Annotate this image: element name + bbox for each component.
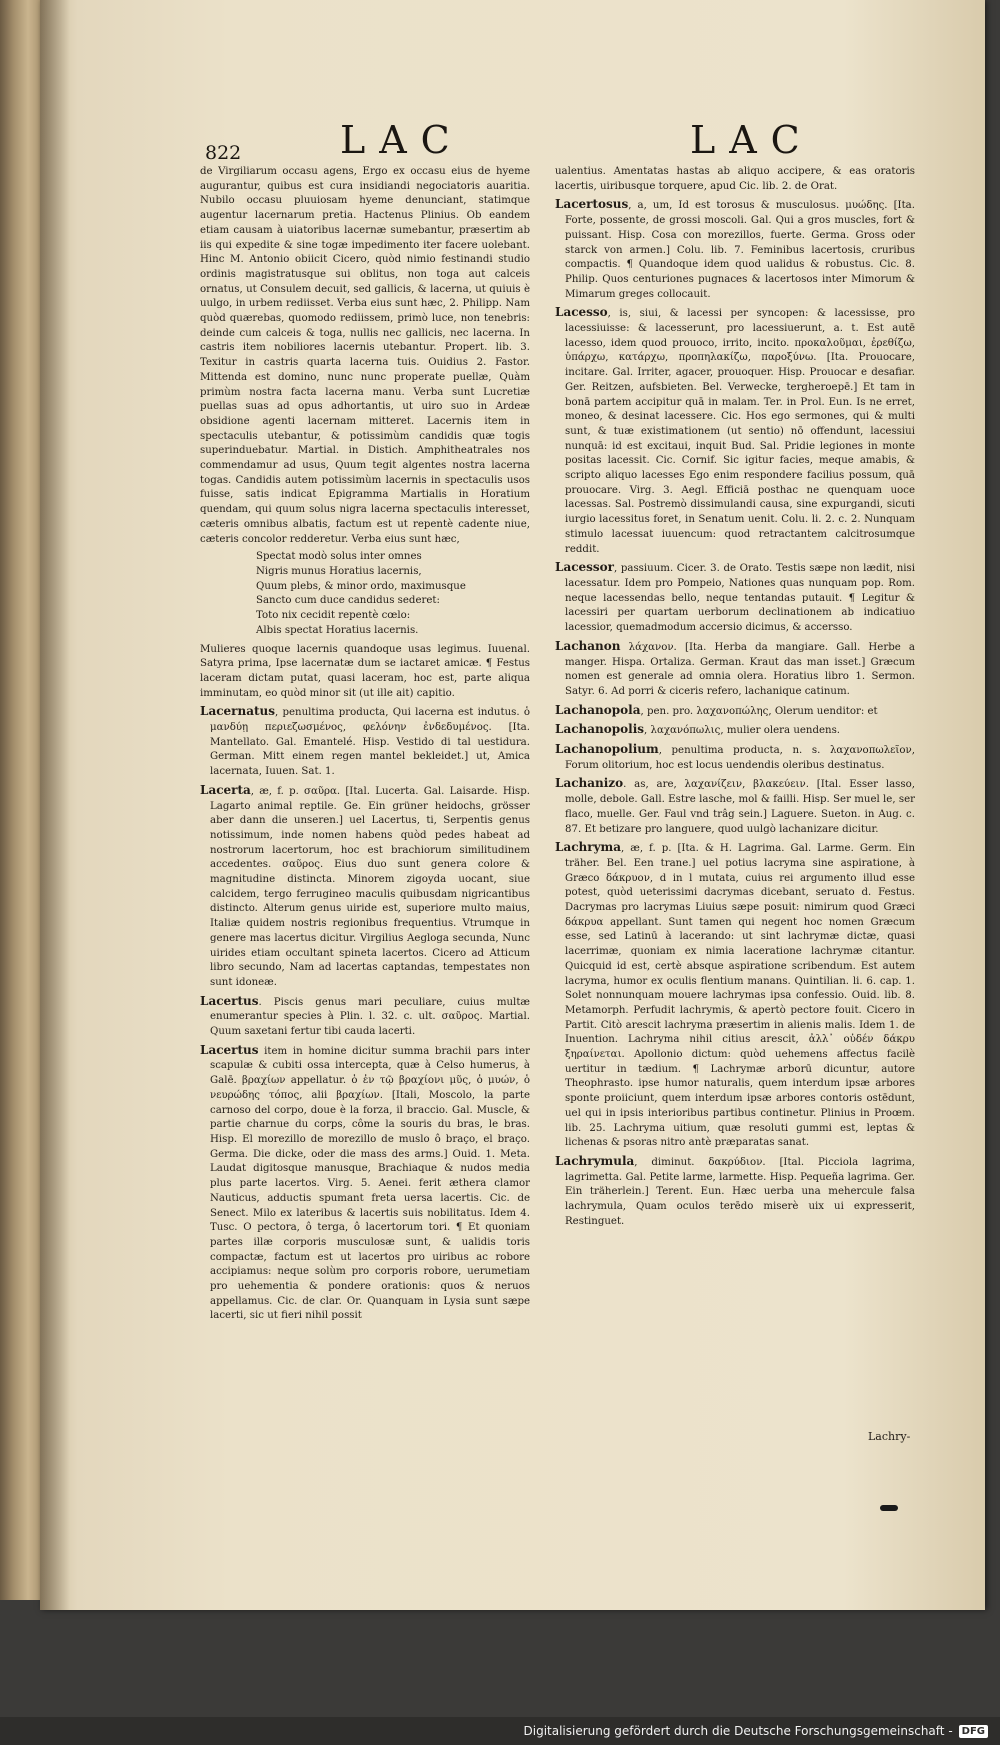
verse-line: Spectat modò solus inter omnes bbox=[256, 551, 422, 563]
entry-lemma: Lachanopola bbox=[555, 702, 641, 717]
page-gutter-shadow bbox=[40, 0, 70, 1610]
dictionary-entry bbox=[555, 639, 915, 700]
running-head bbox=[0, 118, 1000, 168]
entry-lemma: Lacertosus bbox=[555, 197, 629, 212]
entry-lemma: Lachrymula bbox=[555, 1154, 635, 1168]
viewer-footer bbox=[0, 1717, 1000, 1745]
entry-text: , a, um, Id est torosus & musculosus. μυώδης. [Ita. Forte, possente, de grossi moscoli. Gal. Qui a gros muscles, fort & puissant. Hisp. Cosa con morezillos, fuerte. Germa. Gross oder starck von armen.] Colu. lib. 7. Feminibus lacertosis, cruribus compactis. ¶ Quandoque idem quod ualidus & robustus. Cic. 8. Philip. Quos centuriones pugnaces & lacertosos inter Mimorum & Mimarum greges collocauit. bbox=[565, 200, 915, 300]
entry-text: , æ, f. p. [Ita. & H. Lagrima. Gal. Larme. Germ. Ein träher. Bel. Een trane.] uel potius lacryma sine aspiratione, à Græco δάκρυον, d in l mutata, cuius rei argumento illud esse potest, quòd ueterissimi dacrymas dicebant, seruato d. Festus. Dacrymas pro lacrymas Liuius sæpe posuit: nimirum quod Græci δάκρυα appellant. Sunt tamen qui negent hoc nomen Græcum esse, sed Latinū à lacerando: ut sint lachrymæ dictæ, quasi lacerrimæ, quoniam ex nimia laceratione lachrymæ citantur. Quicquid id est, certè absque aspiratione scribendum. Est autem lacryma, humor ex oculis flentium manans. Quintilian. li. 6. cap. 1. Solet nonnunquam mouere lachrymas ipsa confessio. Ouid. lib. 8. Metamorph. Perfudit lachrymis, & apertò pectore fouit. Cicero in Partit. Citò arescit lachryma præsertim in alienis malis. Idem 1. de Inuention. Lachryma nihil citius arescit, ἀλλ᾽ οὐδέν δάκρυ ξηραίνεται. Apollonio dictum: quòd uehemens affectus facilè uertitur in tædium. ¶ Lachrymæ arborū dicuntur, autore Theophrasto. ipse humor naturalis, quem interdum ipsæ arbores sponte proiiciunt, quem interdum ipsæ arbores contoris ostēdunt, uel qui in ipsis interioribus partibus continetur. Plinius in Proœm. lib. 25. Lachryma uitium, quæ resoluti gummi est, leptas & lichenas & psoras nitro antè præparatas sanat. bbox=[565, 843, 915, 1149]
dictionary-entry bbox=[555, 197, 915, 302]
entry-lemma: Lachryma bbox=[555, 840, 622, 855]
verse-line: Nigris munus Horatius lacernis, bbox=[256, 565, 422, 577]
paragraph: ualentius. Amentatas hastas ab aliquo accipere, & eas oratoris lacertis, uiribusque torquere, apud Cic. lib. 2. de Orat. bbox=[555, 166, 915, 192]
dictionary-entry bbox=[555, 1154, 915, 1230]
entry-text: , is, siui, & lacessi per syncopen: & lacessisse, pro lacessiuisse: & lacesserunt, pro lacessiuerunt, a. t. Est autē lacesso, idem quod prouoco, irrito, incito. προκαλοῦμαι, ἐρεθίζω, ὑπάρχω, κατάρχω, προπηλακίζω, παροξύνω. [Ita. Prouocare, incitare. Gal. Irriter, agacer, prouoquer. Hisp. Prouocar e desafiar. Ger. Reitzen, aufsbieten. Bel. Verwecke, tergheroepē.] Et tam in bonā partem accipitur quā in malam. Ter. in Prol. Eun. Is ne erret, moneo, & desinat lacessere. Cic. Hos ego sermones, qui & multi sunt, & tuæ existimationem (ut sentio) nō offendunt, lacessiui nunquā: id est excitaui, inquit Bud. Sal. Pridie legiones in monte positas lacessit. Cic. Cornif. Sic igitur facies, meque amabis, & scripto aliquo lacesses Ego enim respondere facilius possum, quā prouocare. Virg. 3. Aegl. Efficiā posthac ne quenquam uoce lacessas. Sal. Postremò dissimulandi causa, sine expurgandi, sicuti iurgio lacessitus foret, in Senatum uenit. Colu. li. 2. c. 2. Nunquam stimulo lacessat iuuencum: quod retractantem calcitrosumque reddit. bbox=[565, 308, 915, 555]
verse-line: Sancto cum duce candidus sederet: bbox=[256, 595, 440, 607]
dictionary-entry bbox=[555, 560, 915, 636]
verse-line: Quum plebs, & minor ordo, maximusque bbox=[256, 580, 466, 592]
dictionary-entry bbox=[555, 776, 915, 837]
book-page-edges bbox=[0, 0, 40, 1600]
entry-lemma: Lacesso bbox=[555, 305, 608, 320]
dfg-logo-icon[interactable]: DFG bbox=[959, 1725, 988, 1738]
entry-lemma: Lacernatus bbox=[200, 704, 275, 719]
entry-lemma: Lacerta bbox=[200, 782, 251, 797]
entry-text: , penultima producta, Qui lacerna est indutus. ὁ μανδύῃ περιεζωσμένος, φελόνην ἐνδεδυμένος. [Ita. Mantellato. Gal. Emantelé. Hisp. Vestido di tal uestidura. German. Mitt einem regen mantel bekleidet.] ut, Amica lacernata, Iuuen. Sat. 1. bbox=[210, 707, 530, 778]
entry-text: , penultima producta, n. s. λαχανοπωλεῖον, Forum olitorium, hoc est locus uendendis oleribus destinatus. bbox=[565, 745, 915, 771]
paragraph: Mulieres quoque lacernis quandoque usas legimus. Iuuenal. Satyra prima, Ipse lacernatæ dum se iactaret amicæ. ¶ Festus laceram dictam putat, quasi laceram, hoc est, parte aliqua imminutam, eo quòd minor sit (ut ille ait) capitio. bbox=[200, 643, 530, 699]
entry-text: , pen. pro. λαχανοπώλης, Olerum uenditor: et bbox=[640, 705, 878, 717]
dictionary-entry bbox=[555, 840, 915, 1151]
dictionary-entry bbox=[200, 994, 530, 1040]
verse-line: Toto nix cecidit repentè cœlo: bbox=[256, 610, 411, 622]
entry-text: , passiuum. Cicer. 3. de Orato. Testis sæpe non lædit, nisi lacessatur. Idem pro Pompeio, Nationes quas nunquam pop. Rom. neque lacessendas bello, neque tentandas putauit. ¶ Legitur & lacessiri per quartam uerborum declinationem ab indicatiuo lacessior, quemadmodum accersio dicimus, & accersso. bbox=[565, 563, 915, 634]
entry-text: , λαχανόπωλις, mulier olera uendens. bbox=[644, 725, 841, 737]
entry-lemma: Lachanizo bbox=[555, 776, 624, 791]
paragraph: de Virgiliarum occasu agens, Ergo ex occasu eius de hyeme augurantur, quibus est cura insidiandi negociatoris auaritia. Nubilo occasu pluuiosam hyeme denunciant, statimque augentur lacernarum pretia. Hactenus Plinius. Ob eandem etiam causam à uiatoribus lacernæ sumebantur, præsertim ab iis qui expedite & sine togæ impedimento iter facere uolebant. Hinc M. Antonio obiicit Cicero, quòd nimio festinandi studio ordinis magistratusque sui oblitus, non toga aut calceis ornatus, ut Consulem decuit, sed gallicis, & lacerna, ut quiuis è uulgo, in urbem rediisset. Verba eius sunt hæc, 2. Philipp. Nam quòd quærebas, quomodo rediissem, primò luce, non tenebris: deinde cum calceis & toga, nullis nec gallicis, nec lacerna. In castris item nobiliores lacernis utebantur. Propert. lib. 3. Texitur in castris quarta lacerna tuis. Ouidius 2. Fastor. Mittenda est domino, nunc nunc properate puellæ, Quàm primùm nostra facta lacerna manu. Verba sunt Lucretiæ puellas suas ad opus adhortantis, ut uiro suo in Ardeæ obsidione agenti lacernam mitteret. Lacernis item in spectaculis utebantur, & potissimùm candidis quæ togis superinduebatur. Martial. in Distich. Amphitheatrales nos commendamur ad usus, Quum tegit algentes nostra lacerna togas. Candidis autem potissimùm lacernis in spectaculis usos fuisse, satis indicat Epigramma Martialis in Horatium quendam, qui quum solus nigra lacerna spectaculis interesset, cæteris omnibus albatis, factum est ut repentè cadente niue, cæteris concolor redderetur. Verba eius sunt hæc, bbox=[200, 166, 530, 545]
right-running-title: LAC bbox=[690, 118, 814, 162]
dictionary-entry bbox=[555, 703, 915, 720]
entry-lemma: Lachanopolium bbox=[555, 742, 659, 757]
dictionary-entry bbox=[555, 742, 915, 773]
digitization-credit: Digitalisierung gefördert durch die Deutsche Forschungsgemeinschaft - bbox=[523, 1724, 953, 1738]
dictionary-entry bbox=[200, 704, 530, 780]
verse-quotation bbox=[200, 550, 530, 638]
entry-text: , æ, f. p. σαῦρα. [Ital. Lucerta. Gal. Laisarde. Hisp. Lagarto animal reptile. Ge. Ein grüner heidochs, grösser aber dann die unseren.] uel Lacertus, ti, Serpentis genus notissimum, inde nomen habens quòd pedes habeat ad nostrorum lacertorum, hoc est brachiorum similitudinem accedentes. σαῦρος. Eius duo sunt genera colore & magnitudine distincta. Minorem zigoyda uocant, siue calcidem, tergo ferrugineo maculis quibusdam nigricantibus distincto. Alterum genus uiride est, superiore multo maius, Italiæ quidem nostris regionibus frequentius. Vtrumque in genere mas lacertus dicitur. Virgilius Aegloga secunda, Nunc uirides etiam occultant spineta lacertos. Cicero ad Atticum libro secundo, Nam ad lacertas captandas, tempestates non sunt idoneæ. bbox=[210, 785, 530, 988]
dictionary-entry bbox=[200, 1043, 530, 1324]
ink-smudge bbox=[880, 1505, 898, 1511]
dictionary-entry bbox=[200, 783, 530, 991]
entry-text: λάχανον. [Ita. Herba da mangiare. Gall. Herbe a manger. Hispa. Ortaliza. German. Kraut das man isset.] Græcum nomen est generale ad omnia olera. Horatius libro 1. Sermon. Satyr. 6. Ad porri & ciceris refero, lachanique catinum. bbox=[565, 641, 915, 697]
entry-text: . Piscis genus mari peculiare, cuius multæ enumerantur species à Plin. l. 32. c. ult. σαῦρος. Martial. Quum saxetani fertur tibi cauda lacerti. bbox=[210, 996, 530, 1038]
entry-text: , diminut. δακρύδιον. [Ital. Picciola lagrima, lagrimetta. Gal. Petite larme, larmette. Hisp. Pequeña lagrima. Ger. Ein träherlein.] Terent. Eun. Hæc uerba una mehercule falsa lachrymula, Quam oculos terēdo miserè uix ui expresserit, Restinguet. bbox=[565, 1157, 915, 1227]
verse-line: Albis spectat Horatius lacernis. bbox=[256, 624, 419, 636]
entry-lemma: Lacertus bbox=[200, 993, 259, 1008]
entry-lemma: Lachanon bbox=[555, 638, 621, 653]
left-column bbox=[200, 165, 530, 1327]
right-column bbox=[555, 165, 915, 1233]
entry-text: item in homine dicitur summa brachii pars inter scapulæ & cubiti ossa intercepta, quæ à Celso humerus, à Galē. βραχίων appellatur. ὁ ἐν τῷ βραχίονι μῦς, ὁ μυών, ὁ νευρώδης τόπος, alii βραχίων. [Itali, Moscolo, la parte carnoso del corpo, doue è la forza, il braccio. Gal. Muscle, & partie charnue du corps, côme la souris du bras, le bras. Hisp. El morezillo de morezillo de muslo ô braço, el braço. Germa. Die dicke, oder die mass des arms.] Ouid. 1. Meta. Laudat digitosque manusque, Brachiaque & nudos media plus parte lacertos. Virg. 5. Aenei. ferit æthera clamor Nauticus, adductis spumant freta uersa lacertis. Cic. de Senect. Milo ex lateribus & lacertis suis nobilitatus. Idem 4. Tusc. O pectora, ô terga, ô lacertorum tori. ¶ Et quoniam partes illæ corporis musculosæ sunt, & ualidis toris compactæ, factum est ut lacertos pro uiribus ac robore accipiamus: neque solùm pro corporis robore, uerumetiam pro uehementia & pondere orationis: quos & neruos appellamus. Cic. de clar. Or. Quanquam in Lysia sunt sæpe lacerti, sic ut fieri nihil possit bbox=[210, 1045, 530, 1322]
entry-lemma: Lacertus bbox=[200, 1042, 259, 1057]
dictionary-entry bbox=[555, 305, 915, 557]
entry-lemma: Lachanopolis bbox=[555, 722, 645, 737]
catchword: Lachry- bbox=[868, 1430, 911, 1443]
left-running-title: LAC bbox=[340, 118, 464, 162]
entry-lemma: Lacessor bbox=[555, 560, 614, 575]
page-number: 822 bbox=[205, 142, 242, 164]
entry-text: . as, are, λαχανίζειν, βλακεύειν. [Ital. Esser lasso, molle, debole. Gall. Estre lasche, mol & failli. Hisp. Ser muel le, ser flaco, muelle. Ger. Faul vnd trâg sein.] Laguere. Sueton. in Aug. c. 87. Et betizare pro languere, quod uulgò lachanizare dicitur. bbox=[565, 779, 915, 835]
dictionary-entry bbox=[555, 722, 915, 739]
